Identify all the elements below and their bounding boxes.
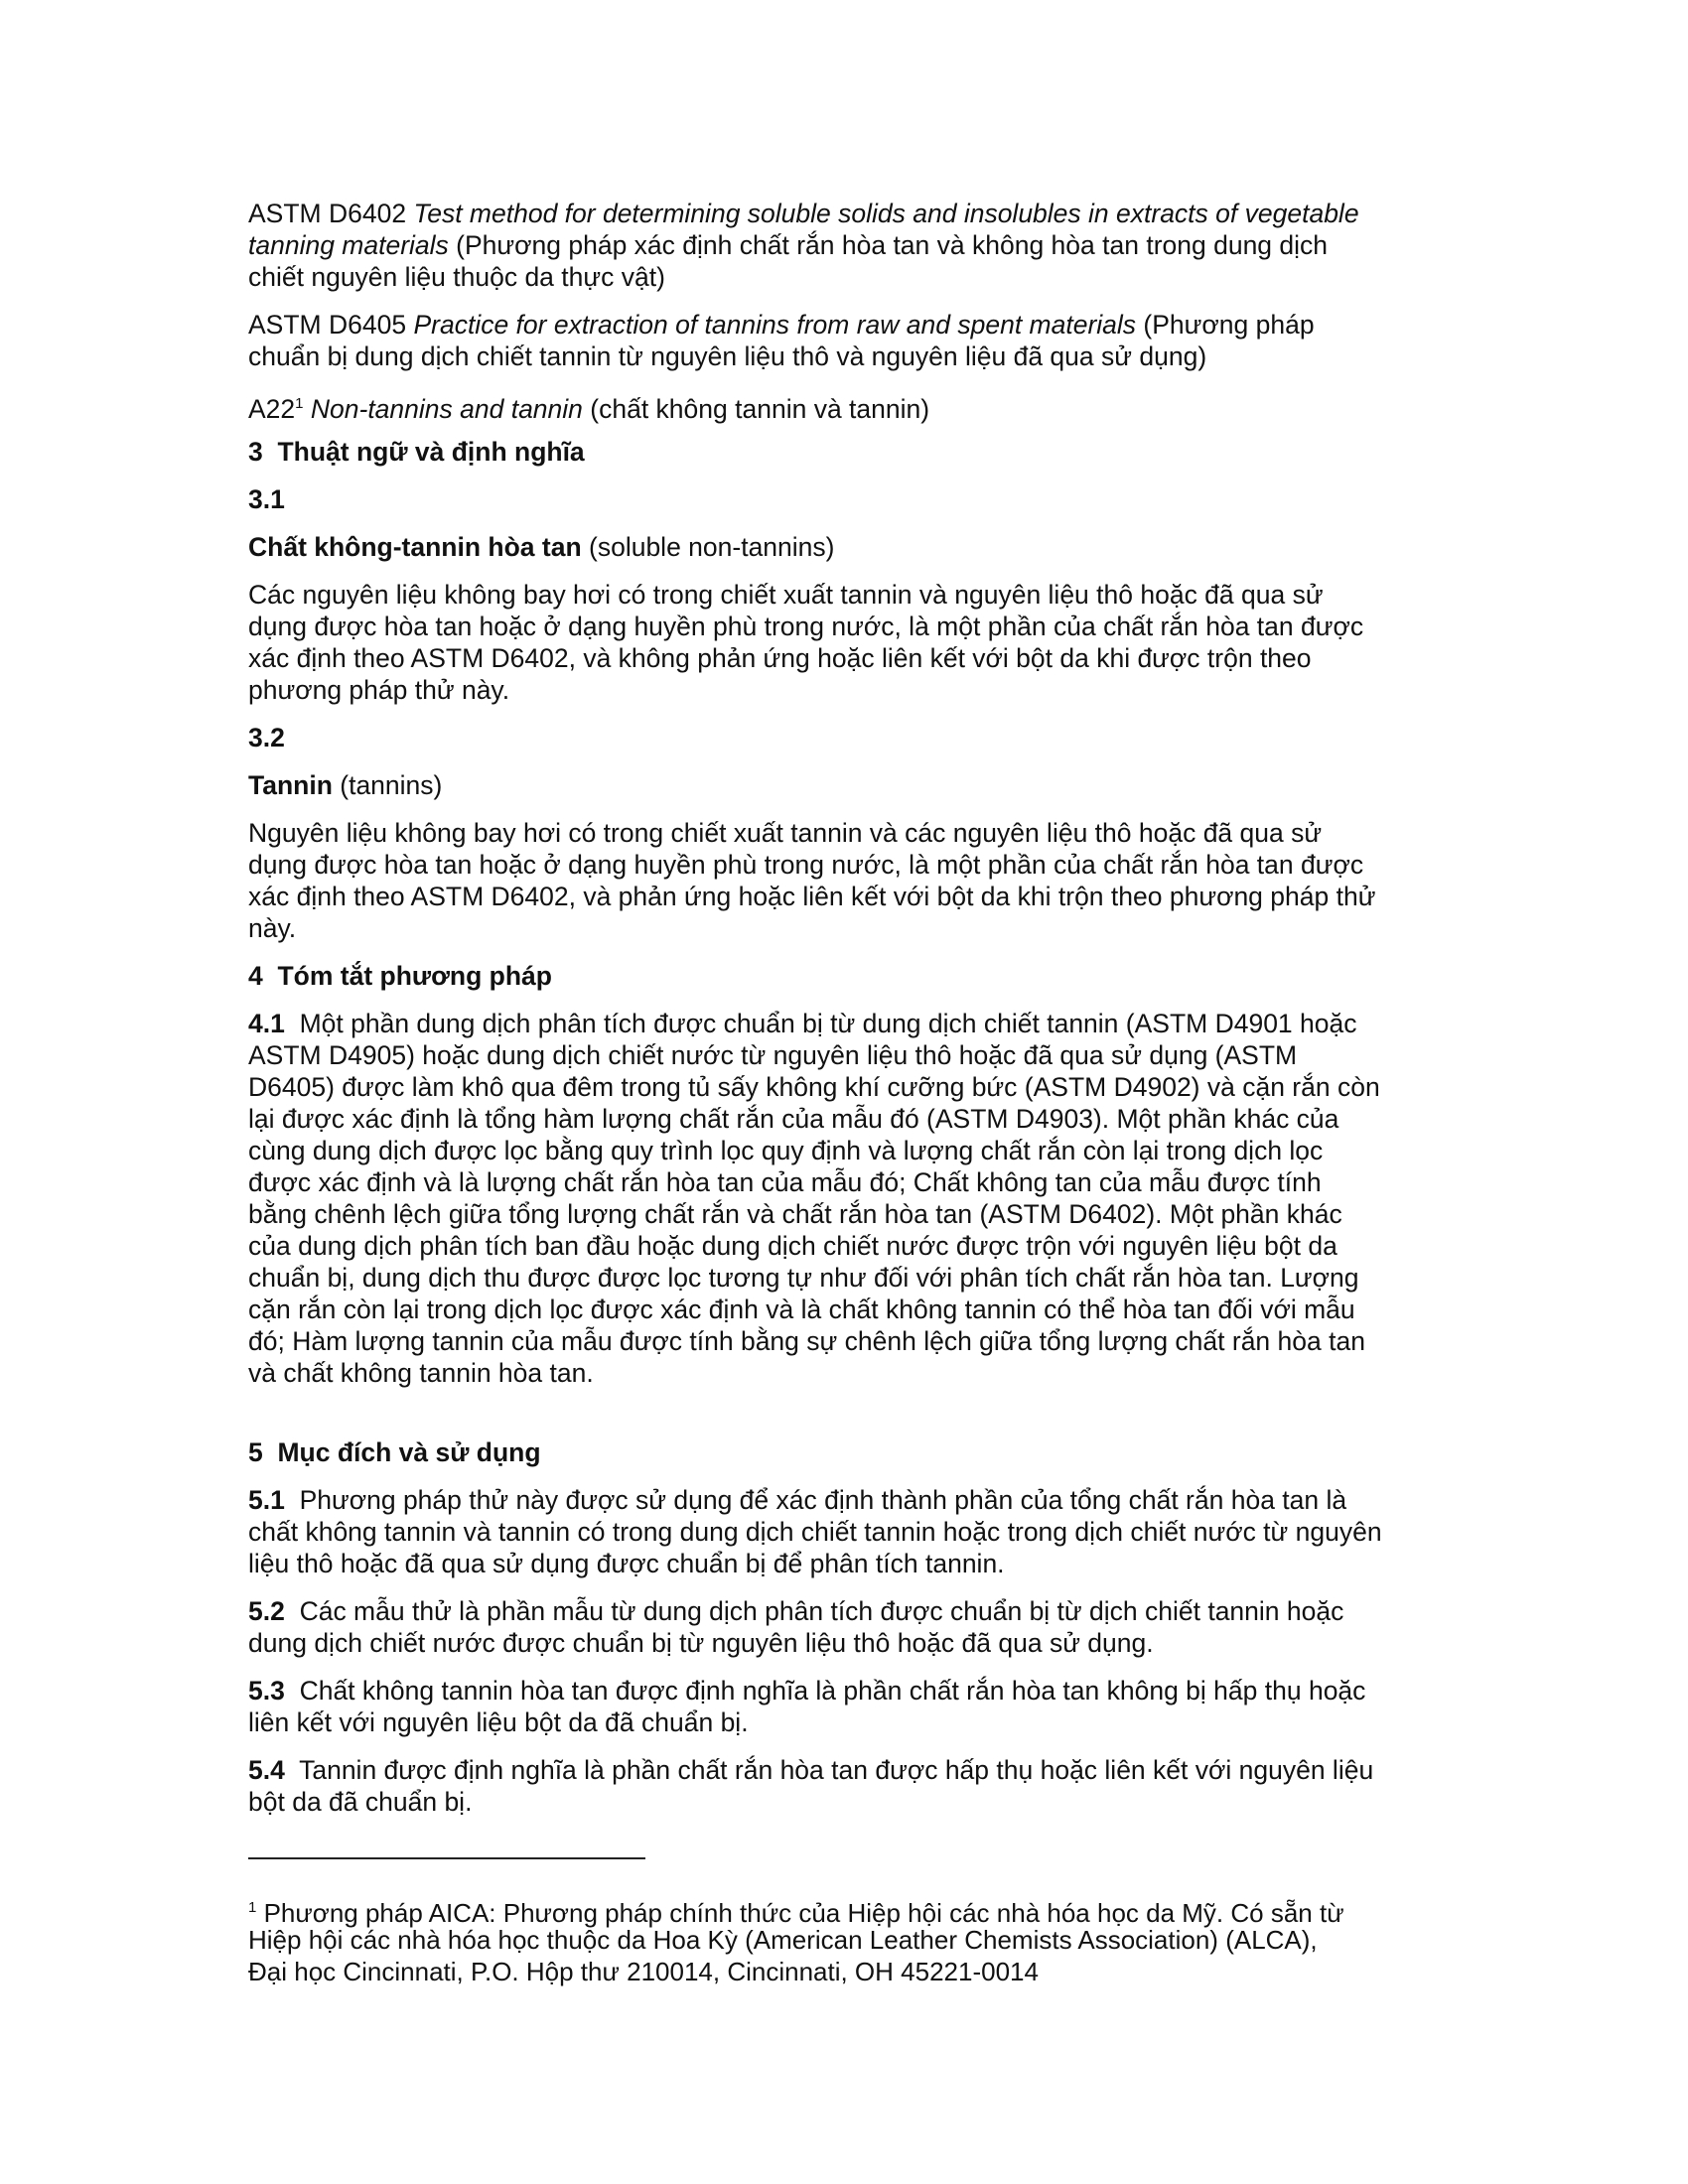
reference-d6405-line-2 (248, 341, 1206, 372)
reference-code: ASTM D6402 (248, 199, 407, 228)
clause-text: Tannin được định nghĩa là phần chất rắn hòa tan được hấp thụ hoặc liên kết với nguyên liệu (284, 1755, 1374, 1785)
term-en: (soluble non-tannins) (581, 532, 835, 562)
clause-5-4-line (248, 1754, 1373, 1786)
clause-4-1-line (248, 1008, 1357, 1039)
reference-desc: (Phương pháp xác định chất rắn hòa tan và không hòa tan trong dung dịch (448, 230, 1329, 260)
reference-title-cont: tanning materials (248, 230, 449, 260)
reference-d6402-line-3 (248, 261, 665, 293)
clause-5-2-line: dung dịch chiết nước được chuẩn bị từ nguyên liệu thô hoặc đã qua sử dụng. (248, 1628, 1154, 1658)
clause-5-2-line (248, 1595, 1343, 1627)
clause-3-1-number: 3.1 (248, 484, 285, 514)
term-vi: Chất không-tannin hòa tan (248, 532, 582, 562)
clause-3-2-line: xác định theo ASTM D6402, và phản ứng hoặc liên kết với bột da khi trộn theo phương pháp thử (248, 882, 1376, 911)
reference-desc: (chất không tannin và tannin) (582, 394, 930, 424)
section-5-heading: 5 Mục đích và sử dụng (248, 1437, 541, 1467)
reference-code: A22 (248, 394, 296, 424)
footnote-separator (248, 1857, 645, 1859)
clause-3-2-number: 3.2 (248, 723, 285, 752)
clause-4-1-line: cùng dung dịch được lọc bằng quy trình lọc quy định và lượng chất rắn còn lại trong dịch lọc (248, 1136, 1324, 1165)
clause-number: 5.3 (248, 1676, 285, 1706)
clause-3-2-line: này. (248, 913, 297, 943)
reference-desc-cont: chiết nguyên liệu thuộc da thực vật) (248, 262, 665, 292)
footnote-text: Phương pháp AICA: Phương pháp chính thức của Hiệp hội các nhà hóa học da Mỹ. Có sẵn từ (256, 1898, 1344, 1928)
reference-code: ASTM D6405 (248, 310, 407, 340)
clause-5-3-line: liên kết với nguyên liệu bột da đã chuẩn bị. (248, 1707, 749, 1737)
clause-text: Phương pháp thử này được sử dụng để xác định thành phần của tổng chất rắn hòa tan là (284, 1485, 1347, 1515)
clause-3-1-line: dụng được hòa tan hoặc ở dạng huyền phù trong nước, là một phần của chất rắn hòa tan được (248, 612, 1364, 641)
footnote-mark: 1 (248, 1899, 257, 1916)
clause-3-2-term (248, 769, 442, 801)
clause-5-1-line: chất không tannin và tannin có trong dung dịch chiết tannin hoặc trong dịch chiết nước từ nguyên (248, 1517, 1382, 1547)
clause-5-3-line (248, 1675, 1365, 1706)
clause-3-1-line: xác định theo ASTM D6402, và không phản ứng hoặc liên kết với bột da khi được trộn theo (248, 643, 1312, 673)
clause-4-1-line: đó; Hàm lượng tannin của mẫu được tính bằng sự chênh lệch giữa tổng lượng chất rắn hòa tan (248, 1326, 1365, 1356)
reference-desc: (Phương pháp (1136, 310, 1315, 340)
clause-3-2-line: Nguyên liệu không bay hơi có trong chiết xuất tannin và các nguyên liệu thô hoặc đã qua sử (248, 818, 1323, 848)
clause-4-1-line: lại được xác định là tổng hàm lượng chất rắn của mẫu đó (ASTM D4903). Một phần khác của (248, 1104, 1339, 1134)
footnote-line: Hiệp hội các nhà hóa học thuộc da Hoa Kỳ (American Leather Chemists Association) (ALCA), (248, 1925, 1318, 1955)
clause-5-4-line: bột da đã chuẩn bị. (248, 1787, 473, 1817)
clause-text: Các mẫu thử là phần mẫu từ dung dịch phân tích được chuẩn bị từ dịch chiết tannin hoặc (284, 1596, 1344, 1626)
clause-4-1-line: cặn rắn còn lại trong dịch lọc được xác định và là chất không tannin có thể hòa tan đối với mẫu (248, 1295, 1355, 1324)
reference-desc-cont: chuẩn bị dung dịch chiết tannin từ nguyên liệu thô và nguyên liệu đã qua sử dụng) (248, 341, 1207, 371)
footnote-ref[interactable]: 1 (295, 395, 304, 412)
reference-d6402-line-2 (248, 229, 1328, 261)
footnote-line: Đại học Cincinnati, P.O. Hộp thư 210014, Cincinnati, OH 45221-0014 (248, 1957, 1039, 1986)
clause-text: Một phần dung dịch phân tích được chuẩn bị từ dung dịch chiết tannin (ASTM D4901 hoặc (284, 1009, 1357, 1038)
clause-4-1-line: chuẩn bị, dung dịch thu được được lọc tương tự như đối với phân tích chất rắn hòa tan. Lượng (248, 1263, 1359, 1293)
reference-d6405-line-1 (248, 309, 1315, 341)
clause-3-2-line: dụng được hòa tan hoặc ở dạng huyền phù trong nước, là một phần của chất rắn hòa tan được (248, 850, 1364, 880)
clause-3-1-line: phương pháp thử này. (248, 675, 510, 705)
clause-4-1-line: được xác định và là lượng chất rắn hòa tan của mẫu đó; Chất không tan của mẫu được tính (248, 1167, 1322, 1197)
reference-title: Practice for extraction of tannins from raw and spent materials (413, 310, 1137, 340)
clause-3-1-line: Các nguyên liệu không bay hơi có trong chiết xuất tannin và nguyên liệu thô hoặc đã qua sử (248, 580, 1324, 610)
clause-number: 5.4 (248, 1755, 285, 1785)
clause-4-1-line: D6405) được làm khô qua đêm trong tủ sấy không khí cưỡng bức (ASTM D4902) và cặn rắn còn (248, 1072, 1380, 1102)
clause-5-1-line: liệu thô hoặc đã qua sử dụng được chuẩn bị để phân tích tannin. (248, 1549, 1005, 1578)
clause-4-1-line: bằng chênh lệch giữa tổng lượng chất rắn và chất rắn hòa tan (ASTM D6402). Một phần khác (248, 1199, 1342, 1229)
clause-4-1-line: ASTM D4905) hoặc dung dịch chiết nước từ nguyên liệu thô hoặc đã qua sử dụng (ASTM (248, 1040, 1298, 1070)
clause-number: 5.1 (248, 1485, 285, 1515)
term-en: (tannins) (332, 770, 443, 800)
clause-3-1-term (248, 531, 834, 563)
clause-4-1-line: của dung dịch phân tích ban đầu hoặc dung dịch chiết nước được trộn với nguyên liệu bột da (248, 1231, 1337, 1261)
clause-text: Chất không tannin hòa tan được định nghĩa là phần chất rắn hòa tan không bị hấp thụ hoặc (284, 1676, 1366, 1706)
term-vi: Tannin (248, 770, 333, 800)
reference-title: Non-tannins and tannin (310, 394, 583, 424)
section-3-heading: 3 Thuật ngữ và định nghĩa (248, 437, 585, 467)
reference-title: Test method for determining soluble solids and insolubles in extracts of vegetable (413, 199, 1359, 228)
clause-number: 5.2 (248, 1596, 285, 1626)
clause-4-1-line: và chất không tannin hòa tan. (248, 1358, 594, 1388)
reference-d6402-line-1 (248, 198, 1359, 229)
reference-a22 (248, 388, 929, 425)
clause-5-1-line (248, 1484, 1346, 1516)
section-4-heading: 4 Tóm tắt phương pháp (248, 961, 552, 991)
clause-number: 4.1 (248, 1009, 285, 1038)
